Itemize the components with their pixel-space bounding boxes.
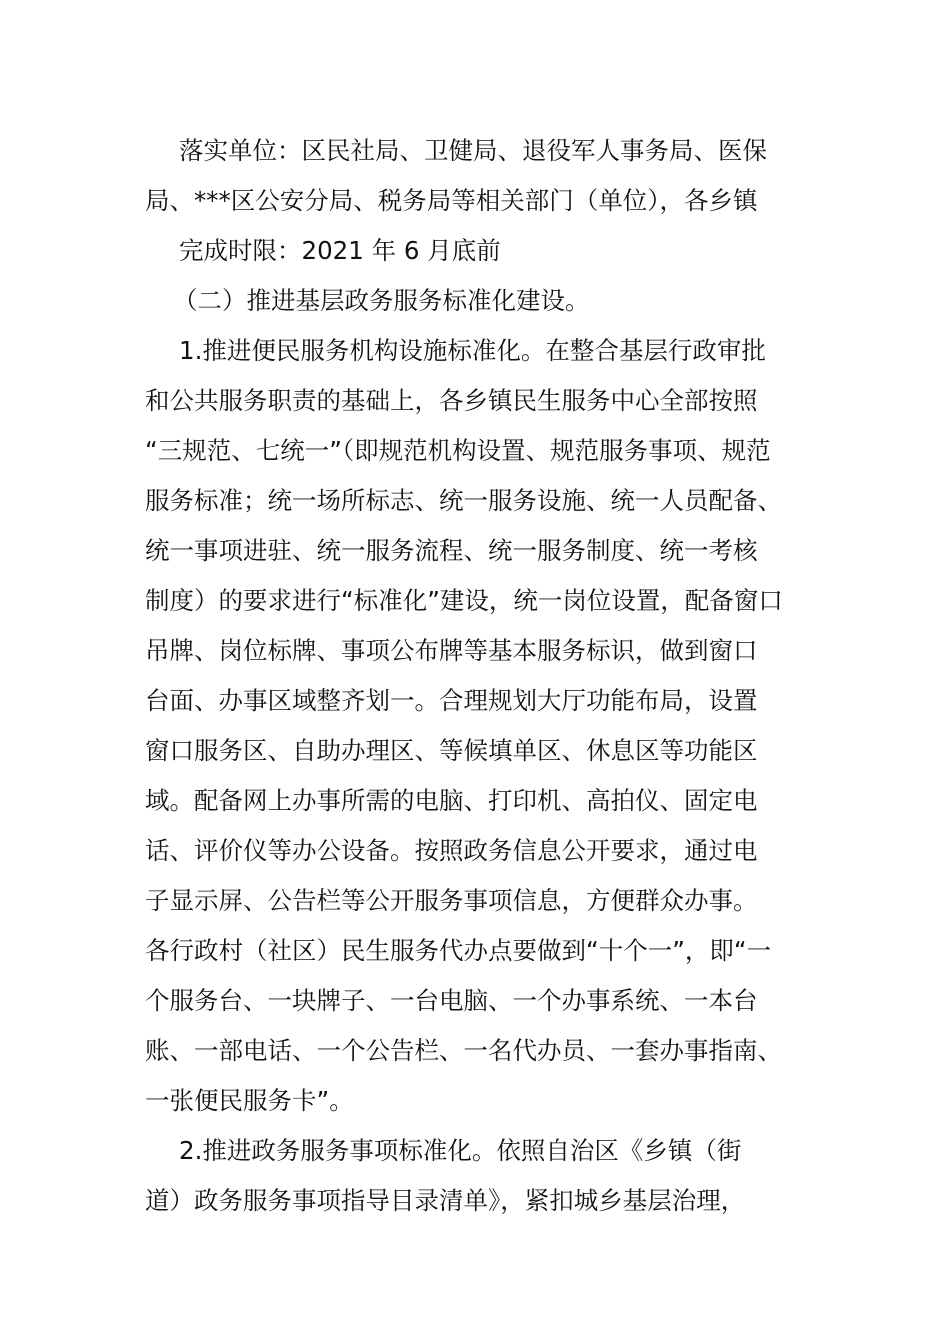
paragraph-line: 各行政村（社区）民生服务代办点要做到“十个一”，即“一 — [145, 936, 772, 965]
paragraph-item-1: 1.推进便民服务机构设施标准化。在整合基层行政审批 — [179, 336, 766, 365]
paragraph-deadline: 完成时限：2021 年 6 月底前 — [179, 236, 501, 265]
paragraph-line: 话、评价仪等办公设备。按照政务信息公开要求，通过电 — [145, 836, 758, 865]
paragraph-item-2: 2.推进政务服务事项标准化。依照自治区《乡镇（街 — [179, 1136, 742, 1165]
paragraph-line: “三规范、七统一”（即规范机构设置、规范服务事项、规范 — [145, 436, 771, 465]
paragraph-line: 服务标准；统一场所标志、统一服务设施、统一人员配备、 — [145, 486, 782, 515]
paragraph-line: 台面、办事区域整齐划一。合理规划大厅功能布局，设置 — [145, 686, 758, 715]
paragraph-line: 制度）的要求进行“标准化”建设，统一岗位设置，配备窗口 — [145, 586, 783, 615]
document-body — [145, 126, 805, 1226]
paragraph-line: 和公共服务职责的基础上，各乡镇民生服务中心全部按照 — [145, 386, 758, 415]
paragraph-line: 域。配备网上办事所需的电脑、打印机、高拍仪、固定电 — [145, 786, 758, 815]
paragraph-line: 子显示屏、公告栏等公开服务事项信息，方便群众办事。 — [145, 886, 758, 915]
paragraph-line: 账、一部电话、一个公告栏、一名代办员、一套办事指南、 — [145, 1036, 782, 1065]
paragraph-responsible-units: 落实单位：区民社局、卫健局、退役军人事务局、医保 — [179, 136, 767, 165]
paragraph-line: 局、***区公安分局、税务局等相关部门（单位），各乡镇 — [145, 186, 758, 215]
paragraph-line: 窗口服务区、自助办理区、等候填单区、休息区等功能区 — [145, 736, 758, 765]
paragraph-line: 统一事项进驻、统一服务流程、统一服务制度、统一考核 — [145, 536, 758, 565]
section-heading: （二）推进基层政务服务标准化建设。 — [173, 286, 590, 315]
paragraph-line: 个服务台、一块牌子、一台电脑、一个办事系统、一本台 — [145, 986, 758, 1015]
paragraph-line: 道）政务服务事项指导目录清单》，紧扣城乡基层治理， — [145, 1186, 746, 1215]
paragraph-line: 吊牌、岗位标牌、事项公布牌等基本服务标识，做到窗口 — [145, 636, 758, 665]
paragraph-line: 一张便民服务卡”。 — [145, 1086, 354, 1115]
